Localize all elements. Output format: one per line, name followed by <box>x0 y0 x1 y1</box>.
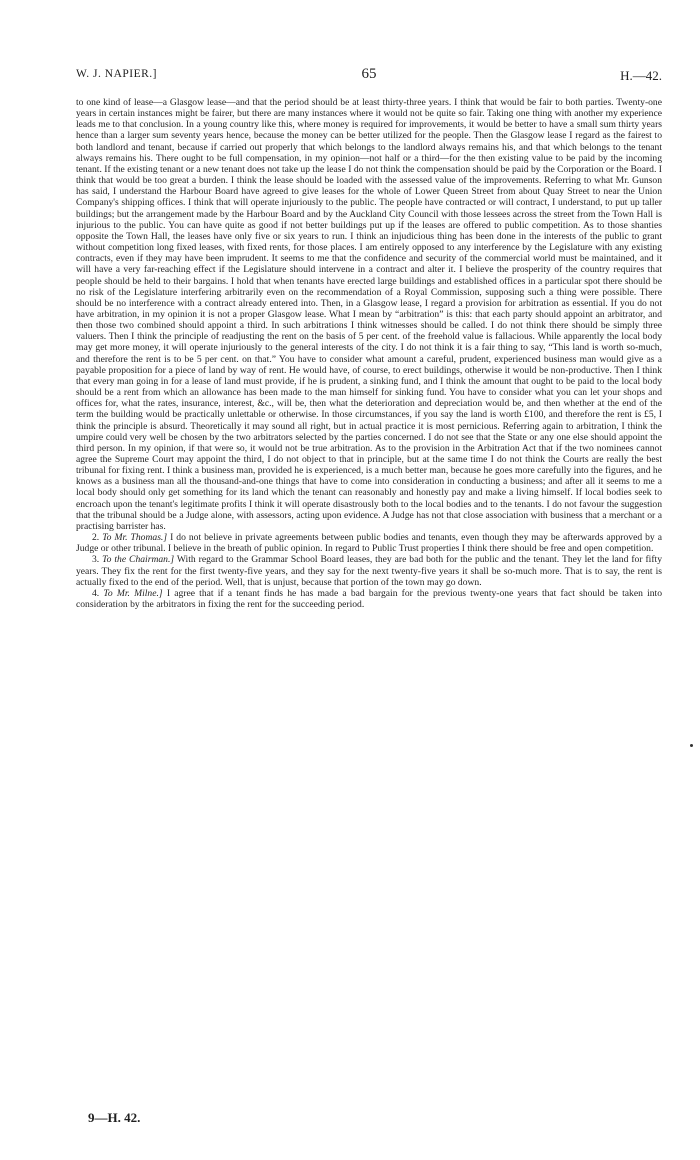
page-number: 65 <box>361 66 377 82</box>
paragraph-1-text: to one kind of lease—a Glasgow lease—and that the period should be at least thirty-three years. I think that would be fair to both parties. Twenty-one years in certain instances might be fairer, but there are many instances where it would not be quite so fair. Taking one thing with another my experience leads me to that conclusion. In a young country like this, where money is required for improvements, it would be better to have a small sum thirty years hence than a larger sum seventy years hence, because the money can be better utilized for the people. Then the Glasgow lease I regard as the fairest to both landlord and tenant, because if carried out properly that which belongs to the landlord always remains his, and that which belongs to the tenant always remains his. There ought to be full compensation, in my opinion—not half or a third—for the then existing value to be paid by the incoming tenant. If the existing tenant or a new tenant does not take up the lease I do not think the compensation should be paid by the Corporation or the Board. I think that would be too great a burden. I think the lease should be loaded with the assessed value of the improvements. Referring to what Mr. Gunson has said, I understand the Harbour Board have agreed to give leases for the whole of Lower Queen Street from about Quay Street to near the Union Company's shipping offices. I think that will operate injuriously to the public. The people have contracted or will contract, I understand, to put up taller buildings; but the arrangement made by the Harbour Board and by the Auckland City Council with those lessees across the street from the Town Hall is injurious to the public. You can have quite as good if not better buildings put up if the leases are offered to public competition. As to those shanties opposite the Town Hall, the leases have only five or six years to run. I think an injudicious thing has been done in the interests of the public to grant without competition long fixed leases, with fixed rents, for those places. I am entirely opposed to any interference by the Legislature with any existing contracts, even if they may have been imprudent. It seems to me that the confidence and security of the commercial world must be maintained, and it will have a very far-reaching effect if the Legislature should intervene in a contract and alter it. I believe the prosperity of the country requires that people should be held to their bargains. I hold that when tenants have erected large buildings and established offices in a particular spot there should be no risk of the Legislature interfering arbitrarily even on the recommendation of a Royal Commission, supposing such a thing were possible. There should be no interference with a contract already entered into. Then, in a Glasgow lease, I regard a provision for arbitration as essential. If you do not have arbitration, in my opinion it is not a proper Glasgow lease. What I mean by “arbitration” is this: that each party should appoint an arbitrator, and then those two combined should appoint a third. In such arbitrations I think witnesses should be called. I do not think there should be simply three valuers. Then I think the principle of readjusting the rent on the basis of 5 per cent. of the freehold value is fallacious. While apparently the local body may get more money, it will operate injuriously to the general interests of the city. I do not think it is a fair thing to say, “This land is worth so-much, and therefore the rent is to be 5 per cent. on that.” You have to consider what amount a careful, prudent, experienced business man would give as a payable proposition for a piece of land by way of rent. He would have, of course, to erect buildings, otherwise it would be non-productive. Then I think that every man going in for a lease of land must provide, if he is prudent, a sinking fund, and I think the amount that ought to be paid to the local body should be a rent from which an allowance has been made to the man himself for sinking fund. You have to consider what you can let your shops and offices for, what the rates, insurance, interest, &c., will be, then what the deterioration and depreciation would be, and then whether at the end of the term the building would be practically unlettable or otherwise. In those circumstances, if you say the land is worth £100, and therefore the rent is £5, I think the principle is absurd. Theoretically it may sound all right, but in actual practice it is most pernicious. Referring again to arbitration, I think the umpire could very well be chosen by the two arbitrators selected by the parties concerned. I do not see that the State or any one else should appoint the third person. In my opinion, if that were so, it would not be true arbitration. As to the provision in the Arbitration Act that if the two nominees cannot agree the Supreme Court may appoint the third, I do not object to that in principle, but at the same time I do not think the Courts are really the best tribunal for fixing rent. I think a business man, provided he is experienced, is a much better man, because he goes more carefully into the figures, and he knows as a business man all the thousand-and-one things that have to come into consideration in conducting a business; and after all it seems to me a local body should only get something for its land which the tenant can reasonably and honestly pay and make a living himself. If local bodies seek to encroach upon the tenant's legitimate profits I think it will operate disastrously both to the local bodies and to the tenants. I do not favour the suggestion that the tribunal should be a Judge alone, with assessors, acting upon evidence. A Judge has not that close association with business that a merchant or a practising barrister has. <box>76 97 662 532</box>
header-witness-name: W. J. NAPIER.] <box>76 68 158 80</box>
question-3-speaker: To the Chairman.] <box>102 554 175 566</box>
question-4-text: I agree that if a tenant finds he has made a bad bargain for the previous twenty-one years that fact should be taken into consideration by the arbitrators in fixing the rent for the succeeding period. <box>76 587 663 611</box>
question-4 <box>76 588 662 610</box>
question-2-text: I do not believe in private agreements between public bodies and tenants, even though they may be afterwards approved by a Judge or other tribunal. I believe in the breath of public opinion. In regard to Public Trust properties I think there should be free and open competition. <box>76 532 662 555</box>
question-4-number: 4. <box>92 587 100 599</box>
signature-mark: 9—H. 42. <box>88 1110 141 1125</box>
question-3-number: 3. <box>92 554 100 566</box>
question-4-speaker: To Mr. Milne.] <box>103 587 163 599</box>
question-2-number: 2. <box>92 532 100 544</box>
question-3-text: With regard to the Grammar School Board leases, they are bad both for the public and the tenant. They let the land for fifty years. They fix the rent for the first twenty-five years, and they say for the next twenty-five years it shall be so-much more. That is to say, the rent is actually fixed to the end of the period. Well, that is unjust, because that portion of the town may go down. <box>76 554 662 588</box>
margin-mark <box>690 744 693 747</box>
question-2-speaker: To Mr. Thomas.] <box>102 532 168 544</box>
paragraph-1 <box>76 97 662 532</box>
question-2 <box>76 532 662 554</box>
document-reference: H.—42. <box>620 68 662 83</box>
question-3 <box>76 554 662 587</box>
running-header <box>76 68 662 84</box>
evidence-body <box>76 97 662 610</box>
